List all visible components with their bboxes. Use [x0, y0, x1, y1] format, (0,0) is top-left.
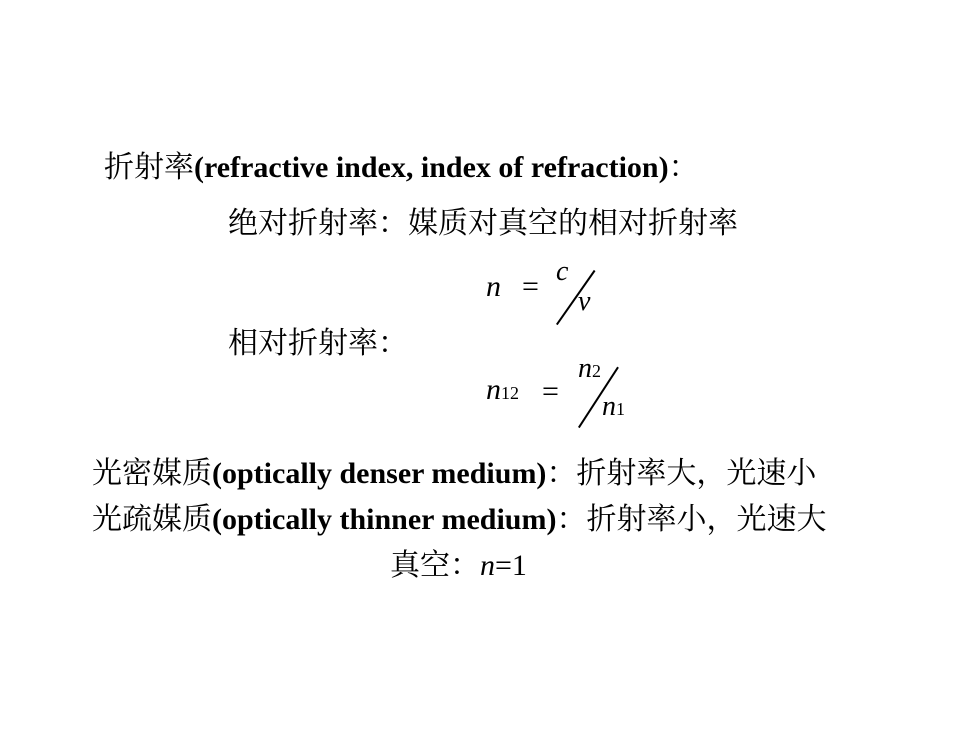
vacuum-line [390, 548, 527, 584]
absolute-index-label: 绝对折射率：媒质对真空的相对折射率 [228, 206, 738, 241]
thinner-rest: ：折射率小，光速大 [556, 502, 827, 537]
vacuum-eq: =1 [495, 549, 527, 582]
formula-numerator-n2: n2 [578, 353, 601, 384]
heading-line [104, 150, 699, 186]
relative-index-label: 相对折射率： [228, 326, 408, 361]
denser-en: (optically denser medium) [212, 457, 547, 490]
heading-cn: 折射率 [104, 150, 194, 185]
heading-colon: ： [668, 150, 699, 185]
formula-denominator-v: v [578, 286, 591, 317]
thinner-cn: 光疏媒质 [92, 502, 212, 537]
relative-formula [486, 355, 656, 431]
formula-n12: n12 [486, 373, 519, 406]
formula-n: n [486, 270, 501, 303]
thinner-en: (optically thinner medium) [212, 503, 557, 536]
thinner-medium-line [92, 502, 826, 538]
heading-en: (refractive index, index of refraction) [194, 151, 669, 184]
formula-denominator-n1: n1 [602, 391, 625, 422]
vacuum-label: 真空： [390, 548, 480, 583]
denser-rest: ：折射率大，光速小 [546, 456, 817, 491]
formula-equals: = [522, 270, 539, 303]
denser-cn: 光密媒质 [92, 456, 212, 491]
vacuum-var: n [480, 549, 495, 582]
formula-numerator-c: c [556, 256, 569, 287]
absolute-formula [486, 258, 616, 322]
formula-equals-2: = [542, 375, 559, 408]
denser-medium-line [92, 456, 816, 492]
